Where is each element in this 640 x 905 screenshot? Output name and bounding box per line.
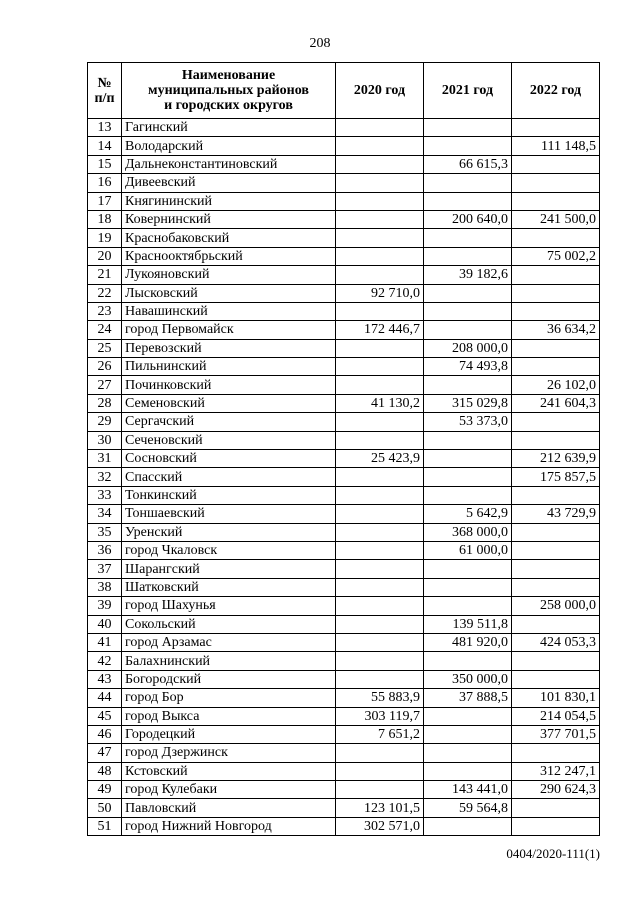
row-number: 41 [88, 633, 122, 651]
district-name: Семеновский [122, 394, 336, 412]
value-2022: 241 604,3 [512, 394, 600, 412]
table-row [88, 633, 600, 651]
budget-table [87, 62, 600, 836]
value-2022 [512, 174, 600, 192]
value-2020 [336, 670, 424, 688]
value-2020: 123 101,5 [336, 799, 424, 817]
value-2021 [424, 450, 512, 468]
row-number: 21 [88, 266, 122, 284]
district-name: Ковернинский [122, 210, 336, 228]
table-row [88, 339, 600, 357]
row-number: 33 [88, 486, 122, 504]
value-2020: 41 130,2 [336, 394, 424, 412]
district-name: Сокольский [122, 615, 336, 633]
header-2022: 2022 год [512, 63, 600, 119]
row-number: 34 [88, 505, 122, 523]
value-2022 [512, 560, 600, 578]
district-name: Шатковский [122, 578, 336, 596]
value-2020 [336, 266, 424, 284]
district-name: Гагинский [122, 119, 336, 137]
district-name: город Бор [122, 689, 336, 707]
value-2020 [336, 781, 424, 799]
row-number: 17 [88, 192, 122, 210]
district-name: Сергачский [122, 413, 336, 431]
value-2020 [336, 247, 424, 265]
row-number: 13 [88, 119, 122, 137]
row-number: 19 [88, 229, 122, 247]
district-name: Краснобаковский [122, 229, 336, 247]
row-number: 25 [88, 339, 122, 357]
value-2022 [512, 817, 600, 835]
row-number: 22 [88, 284, 122, 302]
table-row [88, 817, 600, 835]
value-2020 [336, 155, 424, 173]
row-number: 32 [88, 468, 122, 486]
document-code: 0404/2020-111(1) [506, 846, 600, 861]
value-2021: 66 615,3 [424, 155, 512, 173]
value-2022 [512, 670, 600, 688]
value-2022 [512, 799, 600, 817]
table-row [88, 615, 600, 633]
value-2020 [336, 137, 424, 155]
value-2021: 39 182,6 [424, 266, 512, 284]
value-2021: 61 000,0 [424, 541, 512, 559]
value-2021 [424, 578, 512, 596]
row-number: 31 [88, 450, 122, 468]
row-number: 39 [88, 597, 122, 615]
row-number: 35 [88, 523, 122, 541]
table-row [88, 210, 600, 228]
value-2022 [512, 358, 600, 376]
value-2021: 59 564,8 [424, 799, 512, 817]
row-number: 14 [88, 137, 122, 155]
value-2021 [424, 744, 512, 762]
district-name: Павловский [122, 799, 336, 817]
value-2021 [424, 817, 512, 835]
district-name: Дальнеконстантиновский [122, 155, 336, 173]
value-2021: 74 493,8 [424, 358, 512, 376]
row-number: 43 [88, 670, 122, 688]
row-number: 20 [88, 247, 122, 265]
value-2022: 312 247,1 [512, 762, 600, 780]
table-row [88, 689, 600, 707]
value-2020: 92 710,0 [336, 284, 424, 302]
value-2020 [336, 468, 424, 486]
district-name: Лукояновский [122, 266, 336, 284]
value-2022 [512, 541, 600, 559]
value-2020: 172 446,7 [336, 321, 424, 339]
table-header [88, 63, 600, 119]
value-2021 [424, 376, 512, 394]
row-number: 44 [88, 689, 122, 707]
row-number: 47 [88, 744, 122, 762]
district-name: Кстовский [122, 762, 336, 780]
value-2021 [424, 725, 512, 743]
row-number: 27 [88, 376, 122, 394]
value-2022: 377 701,5 [512, 725, 600, 743]
value-2021: 315 029,8 [424, 394, 512, 412]
value-2022 [512, 431, 600, 449]
table-row [88, 229, 600, 247]
value-2020 [336, 229, 424, 247]
value-2022 [512, 652, 600, 670]
value-2021 [424, 762, 512, 780]
row-number: 24 [88, 321, 122, 339]
value-2022 [512, 155, 600, 173]
row-number: 36 [88, 541, 122, 559]
value-2020 [336, 762, 424, 780]
table-row [88, 431, 600, 449]
value-2020 [336, 431, 424, 449]
value-2020 [336, 505, 424, 523]
value-2022 [512, 523, 600, 541]
value-2022: 175 857,5 [512, 468, 600, 486]
value-2021 [424, 321, 512, 339]
row-number: 38 [88, 578, 122, 596]
value-2020 [336, 413, 424, 431]
row-number: 42 [88, 652, 122, 670]
value-2020 [336, 339, 424, 357]
district-name: Володарский [122, 137, 336, 155]
value-2021 [424, 137, 512, 155]
district-name: Тонкинский [122, 486, 336, 504]
value-2022 [512, 486, 600, 504]
table-row [88, 707, 600, 725]
district-name: Краснооктябрьский [122, 247, 336, 265]
table-row [88, 155, 600, 173]
value-2022 [512, 744, 600, 762]
table-row [88, 266, 600, 284]
value-2021 [424, 302, 512, 320]
table-row [88, 321, 600, 339]
value-2022: 241 500,0 [512, 210, 600, 228]
value-2022: 111 148,5 [512, 137, 600, 155]
value-2020 [336, 486, 424, 504]
value-2020 [336, 615, 424, 633]
value-2022: 258 000,0 [512, 597, 600, 615]
table-row [88, 762, 600, 780]
table-row [88, 560, 600, 578]
value-2022 [512, 578, 600, 596]
row-number: 28 [88, 394, 122, 412]
value-2020: 7 651,2 [336, 725, 424, 743]
value-2021 [424, 431, 512, 449]
row-number: 51 [88, 817, 122, 835]
value-2021 [424, 560, 512, 578]
table-row [88, 670, 600, 688]
table-row [88, 468, 600, 486]
district-name: город Выкса [122, 707, 336, 725]
value-2022: 212 639,9 [512, 450, 600, 468]
value-2022 [512, 302, 600, 320]
row-number: 49 [88, 781, 122, 799]
table-row [88, 725, 600, 743]
district-name: город Арзамас [122, 633, 336, 651]
value-2021: 37 888,5 [424, 689, 512, 707]
district-name: Спасский [122, 468, 336, 486]
value-2020 [336, 597, 424, 615]
table-row [88, 541, 600, 559]
district-name: Богородский [122, 670, 336, 688]
value-2022 [512, 413, 600, 431]
table-row [88, 119, 600, 137]
table-row [88, 376, 600, 394]
value-2022: 43 729,9 [512, 505, 600, 523]
district-name: Лысковский [122, 284, 336, 302]
value-2021 [424, 707, 512, 725]
table-row [88, 578, 600, 596]
row-number: 37 [88, 560, 122, 578]
value-2020 [336, 358, 424, 376]
district-name: Пильнинский [122, 358, 336, 376]
district-name: Сеченовский [122, 431, 336, 449]
value-2022 [512, 615, 600, 633]
value-2020 [336, 541, 424, 559]
row-number: 29 [88, 413, 122, 431]
value-2022: 36 634,2 [512, 321, 600, 339]
value-2020: 303 119,7 [336, 707, 424, 725]
district-name: Сосновский [122, 450, 336, 468]
table-row [88, 450, 600, 468]
value-2020: 55 883,9 [336, 689, 424, 707]
value-2021 [424, 247, 512, 265]
value-2021: 368 000,0 [424, 523, 512, 541]
value-2020 [336, 578, 424, 596]
header-2020: 2020 год [336, 63, 424, 119]
district-name: Княгининский [122, 192, 336, 210]
value-2020 [336, 192, 424, 210]
value-2022: 101 830,1 [512, 689, 600, 707]
table-row [88, 505, 600, 523]
value-2021: 139 511,8 [424, 615, 512, 633]
row-number: 30 [88, 431, 122, 449]
table-row [88, 192, 600, 210]
value-2021: 350 000,0 [424, 670, 512, 688]
district-name: город Кулебаки [122, 781, 336, 799]
value-2020 [336, 119, 424, 137]
value-2022 [512, 339, 600, 357]
table-row [88, 413, 600, 431]
district-name: Балахнинский [122, 652, 336, 670]
value-2021: 143 441,0 [424, 781, 512, 799]
value-2022 [512, 229, 600, 247]
header-row [88, 63, 600, 119]
table-row [88, 486, 600, 504]
value-2020 [336, 652, 424, 670]
header-name: Наименование муниципальных районов и городских округов [122, 63, 336, 119]
district-name: Починковский [122, 376, 336, 394]
table-body [88, 119, 600, 836]
value-2020 [336, 174, 424, 192]
value-2021: 200 640,0 [424, 210, 512, 228]
value-2021 [424, 174, 512, 192]
row-number: 48 [88, 762, 122, 780]
value-2020: 302 571,0 [336, 817, 424, 835]
table-row [88, 247, 600, 265]
page-number: 208 [309, 36, 331, 51]
value-2021: 481 920,0 [424, 633, 512, 651]
value-2022: 214 054,5 [512, 707, 600, 725]
row-number: 26 [88, 358, 122, 376]
district-name: город Нижний Новгород [122, 817, 336, 835]
value-2021 [424, 652, 512, 670]
value-2021 [424, 192, 512, 210]
district-name: Шарангский [122, 560, 336, 578]
value-2021: 5 642,9 [424, 505, 512, 523]
district-name: город Шахунья [122, 597, 336, 615]
value-2022: 75 002,2 [512, 247, 600, 265]
value-2021: 53 373,0 [424, 413, 512, 431]
table-row [88, 394, 600, 412]
row-number: 50 [88, 799, 122, 817]
district-name: город Первомайск [122, 321, 336, 339]
value-2021 [424, 486, 512, 504]
table-row [88, 523, 600, 541]
value-2022 [512, 284, 600, 302]
table-row [88, 174, 600, 192]
row-number: 45 [88, 707, 122, 725]
row-number: 40 [88, 615, 122, 633]
value-2020 [336, 633, 424, 651]
value-2022: 26 102,0 [512, 376, 600, 394]
row-number: 15 [88, 155, 122, 173]
district-name: Перевозский [122, 339, 336, 357]
district-name: город Чкаловск [122, 541, 336, 559]
header-num: № п/п [88, 63, 122, 119]
district-name: Дивеевский [122, 174, 336, 192]
table-row [88, 781, 600, 799]
value-2022: 424 053,3 [512, 633, 600, 651]
table-row [88, 597, 600, 615]
value-2021 [424, 284, 512, 302]
district-name: Навашинский [122, 302, 336, 320]
table-row [88, 358, 600, 376]
row-number: 46 [88, 725, 122, 743]
table-row [88, 799, 600, 817]
district-name: Тоншаевский [122, 505, 336, 523]
value-2021 [424, 229, 512, 247]
value-2020: 25 423,9 [336, 450, 424, 468]
row-number: 18 [88, 210, 122, 228]
row-number: 16 [88, 174, 122, 192]
value-2021 [424, 468, 512, 486]
district-name: город Дзержинск [122, 744, 336, 762]
value-2021 [424, 597, 512, 615]
table-row [88, 137, 600, 155]
value-2021 [424, 119, 512, 137]
value-2021: 208 000,0 [424, 339, 512, 357]
value-2022 [512, 266, 600, 284]
row-number: 23 [88, 302, 122, 320]
value-2022 [512, 192, 600, 210]
value-2020 [336, 560, 424, 578]
district-name: Городецкий [122, 725, 336, 743]
district-name: Уренский [122, 523, 336, 541]
table-row [88, 284, 600, 302]
value-2022: 290 624,3 [512, 781, 600, 799]
value-2022 [512, 119, 600, 137]
table-row [88, 744, 600, 762]
table-row [88, 302, 600, 320]
value-2020 [336, 210, 424, 228]
value-2020 [336, 523, 424, 541]
value-2020 [336, 376, 424, 394]
value-2020 [336, 744, 424, 762]
table-row [88, 652, 600, 670]
header-2021: 2021 год [424, 63, 512, 119]
value-2020 [336, 302, 424, 320]
